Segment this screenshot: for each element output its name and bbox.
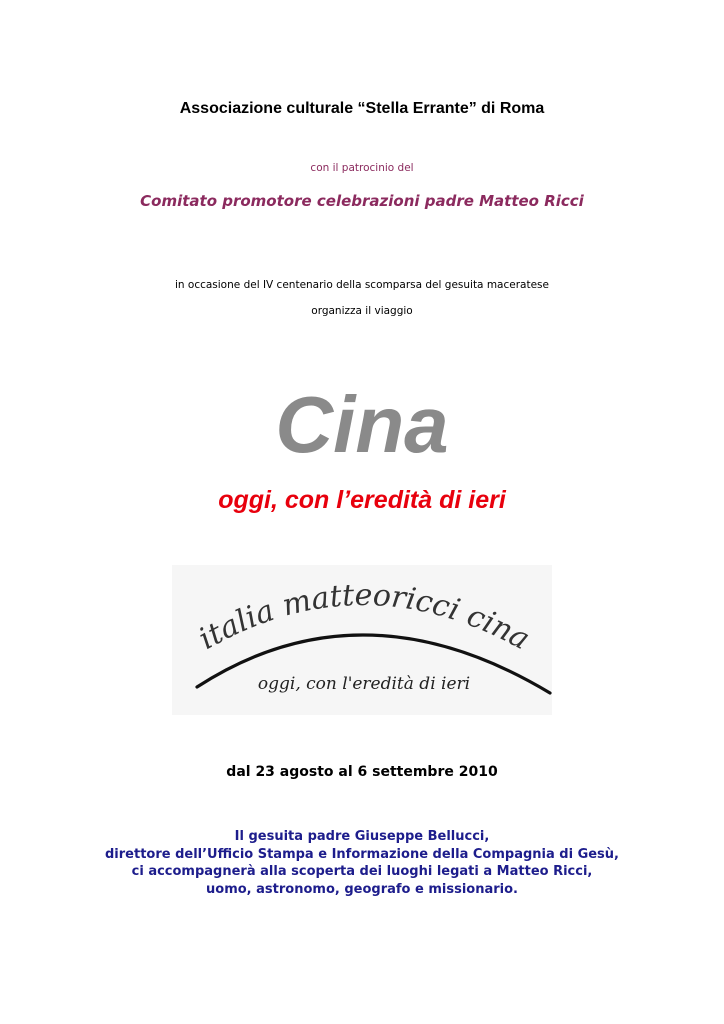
occasion-text: in occasione del IV centenario della scomparsa del gesuita maceratese [174,279,549,291]
guide-description [0,828,724,898]
logo-tagline: oggi, con l'eredità di ieri [257,674,471,694]
guide-line: ci accompagnerà alla scoperta dei luoghi legati a Matteo Ricci, [131,864,593,879]
patronage-committee: Comitato promotore celebrazioni padre Matteo Ricci [140,192,584,210]
travel-dates: dal 23 agosto al 6 settembre 2010 [226,764,498,780]
organizes-text: organizza il viaggio [311,305,413,317]
guide-line: direttore dell’Ufficio Stampa e Informazione della Compagnia di Gesù, [104,846,619,862]
page-title: Cina [275,380,449,469]
logo-drawing [172,565,552,715]
guide-line: uomo, astronomo, geografo e missionario. [206,881,518,897]
handwritten-logo [172,565,552,715]
logo-arc-text: italia matteoricci cina [192,577,536,658]
guide-line: Il gesuita padre Giuseppe Bellucci, [234,829,490,844]
page-subtitle: oggi, con l’eredità di ieri [218,486,506,514]
patronage-intro: con il patrocinio del [310,162,414,174]
association-header: Associazione culturale “Stella Errante” di Roma [179,100,545,117]
